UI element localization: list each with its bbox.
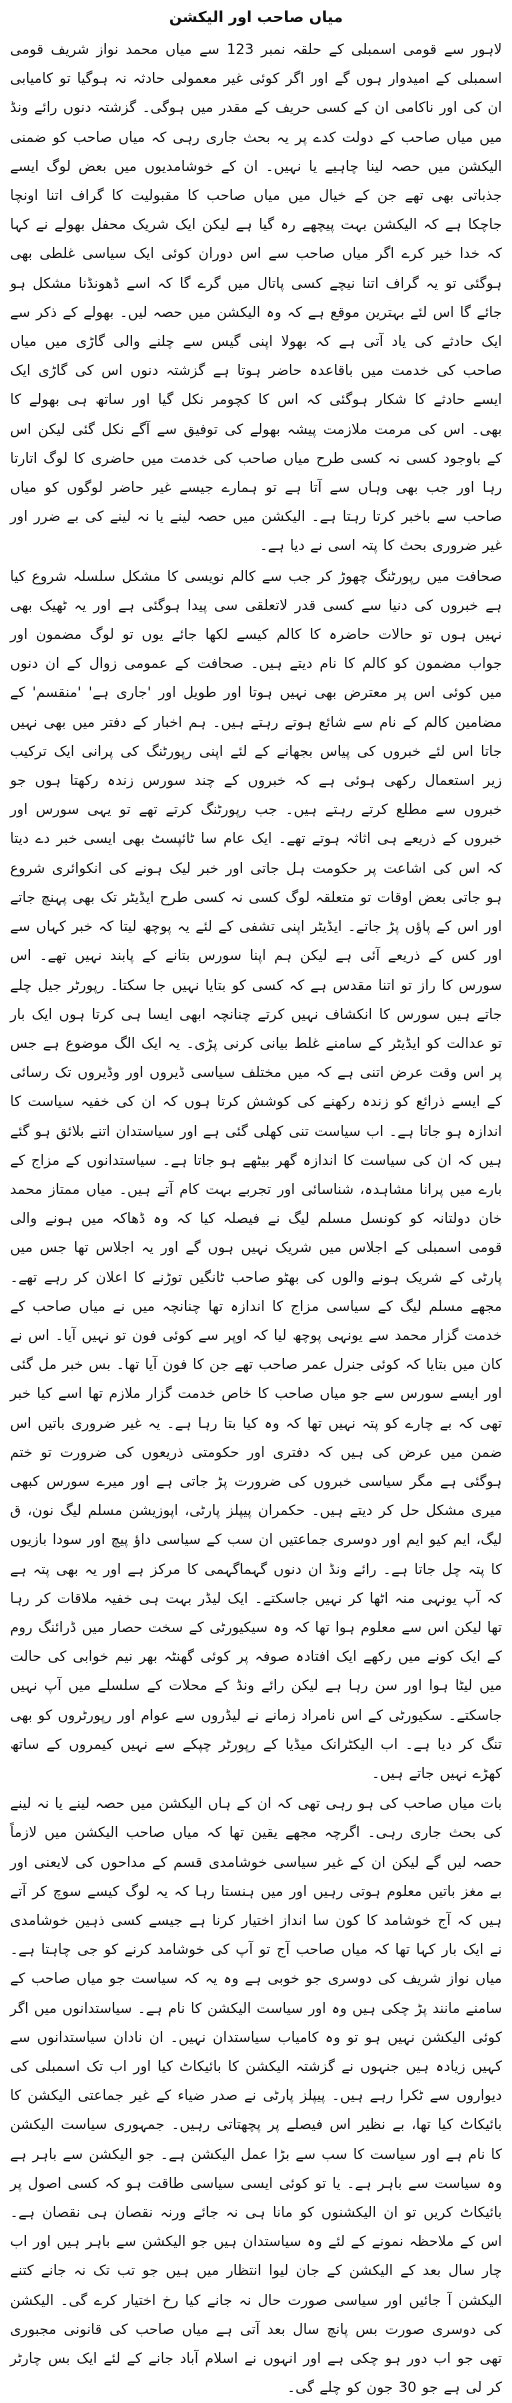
article-headline: میاں صاحب اور الیکشن — [169, 8, 343, 26]
article-paragraph-2: صحافت میں رپورٹنگ چھوڑ کر جب سے کالم نویسی کا مشکل سلسلہ شروع کیا ہے خبروں کی دنیا سے کسی قدر لاتعلقی سی پیدا ہوگئی ہے اور یہ ٹھیک بھی نہیں ہوں تو حالات حاضرہ کا کالم کیسے لکھا جائے یوں تو لوگ مضمون اور جواب مضمون کو کالم کا نام دیتے ہیں۔ صحافت کے عمومی زوال کے ان دنوں میں کوئی اس پر معترض بھی نہیں ہوتا اور طویل اور 'جاری ہے' 'منقسم' کے مضامین کالم کے نام سے شائع ہوتے رہتے ہیں۔ ہم اخبار کے دفتر میں بھی نہیں جاتا اس لئے خبروں کی پیاس بجھانے کے لئے اپنی رپورٹنگ کی پرانی ایک ترکیب زیر استعمال رکھی ہوئی ہے کہ خبروں کے چند سورس زندہ رکھتا ہوں جو خبروں سے مطلع کرتے رہتے ہیں۔ جب رپورٹنگ کرتے تھے تو یہی سورس اور خبروں کے ذریعے ہی اثاثہ ہوتے تھے۔ ایک عام سا ٹائپسٹ بھی ایسی خبر دے دیتا کہ اس کی اشاعت پر حکومت ہل جاتی اور خبر لیک ہونے کی انکوائری شروع ہو جاتی بعض اوقات تو متعلقہ لوگ کسی نہ کسی طرح ایڈیٹر تک بھی پہنچ جاتے اور اس کے پاؤں پڑ جاتے۔ ایڈیٹر اپنی تشفی کے لئے یہ پوچھ لیتا کہ خبر کہاں سے اور کس کے ذریعے آئی ہے لیکن ہم اپنا سورس بتانے کے پابند نہیں تھے۔ اس سورس کا راز تو اتنا مقدس ہے کہ کسی کو بتایا نہیں جا سکتا۔ رپورٹر جیل چلے جاتے ہیں سورس کا انکشاف نہیں کرتے چنانچہ ابھی ایسا ہی کرتا ہوں ایک بار تو عدالت کو ایڈیٹر کے سامنے غلط بیانی کرنی پڑی۔ یہ ایک الگ موضوع ہے جس پر اس وقت عرض اتنی ہے کہ میں مختلف سیاسی ڈیروں اور وڈیروں تک رسائی کے ایسے ذرائع کو زندہ رکھنے کی کوشش کرتا ہوں کہ ان کی خفیہ سیاست کا اندازہ ہو جاتا ہے۔ اب سیاست تنی کھلی گئی ہے اور سیاستدان اتنے بلائق ہو گئے ہیں کہ ان کی سیاست کا اندازہ گھر بیٹھے ہو جاتا ہے۔ سیاستدانوں کے مزاج کے بارے میں پرانا مشاہدہ، شناسائی اور تجربے بہت کام آتے ہیں۔ میاں ممتاز محمد خان دولتانہ کو کونسل مسلم لیگ نے فیصلہ کیا کہ وہ ڈھاکہ میں ہونے والی قومی اسمبلی کے اجلاس میں شریک نہیں ہوں گے اور یہ اجلاس تھا جس میں پارٹی کے شریک ہونے والوں کی بھٹو صاحب ٹانگیں توڑنے کا اعلان کر رہے تھے۔ مجھے مسلم لیگ کے سیاسی مزاج کا اندازہ تھا چنانچہ میں نے میاں صاحب کے خدمت گزار محمد سے یونہی پوچھ لیا کہ اوپر سے کوئی فون تو نہیں آیا۔ اس نے کان میں بتایا کہ کوئی جنرل عمر صاحب تھے جن کا فون آیا تھا۔ بس خبر مل گئی اور ایسے سورس سے جو میاں صاحب کا خاص خدمت گزار ملازم تھا اسے کیا خبر تھی کہ بے چارے کو پتہ نہیں تھا کہ وہ کیا بتا رہا ہے۔ یہ غیر ضروری باتیں اس ضمن میں عرض کی ہیں کہ دفتری اور حکومتی ذریعوں کی ضرورت تو ختم ہوگئی ہے مگر سیاسی خبروں کی ضرورت پڑ جاتی ہے اور میرے سورس کبھی میری مشکل حل کر دیتے ہیں۔ حکمران پیپلز پارٹی، اپوزیشن مسلم لیگ نون، ق لیگ، ایم کیو ایم اور دوسری جماعتیں ان سب کے سیاسی داؤ پیچ اور سودا بازیوں کا پتہ چل جاتا ہے۔ رائے ونڈ ان دنوں گہماگہمی کا مرکز ہے اور یہ بھی پتہ ہے کہ آپ یونہی منہ اٹھا کر نہیں جاسکتے۔ ایک لیڈر بہت ہی خفیہ ملاقات کر رہا تھا لیکن اس سے معلوم ہوا تھا کہ وہ سیکیورٹی کے سخت حصار میں ڈرائنگ روم کے ایک کونے میں رکھے ایک افتادہ صوفہ پر کوئی گھنٹہ بھر نیم خوابی کی حالت میں لیٹا ہوا اور سن رہا ہے لیکن رائے ونڈ کے محلات کے سلسلے میں آپ نہیں جاسکتے۔ سکیورٹی کے اس نامراد زمانے نے لیڈروں سے عوام اور رپورٹروں کو بھی تنگ کر دیا ہے۔ اب الیکٹرانک میڈیا کے رپورٹر چپکے سے نہیں کیمروں کے ساتھ کھڑے نہیں جاتے ہیں۔ — [10, 568, 502, 1782]
article-paragraph-1: لاہور سے قومی اسمبلی کے حلقہ نمبر 123 سے میاں محمد نواز شریف قومی اسمبلی کے امیدوار ہوں گے اور اگر کوئی غیر معمولی حادثہ نہ ہوگیا تو کامیابی ان کی اور ناکامی ان کے کسی حریف کے مقدر میں ہوگی۔ گزشتہ دنوں رائے ونڈ میں میاں صاحب کے دولت کدے پر یہ بحث جاری رہی کہ میاں صاحب کو ضمنی الیکشن میں حصہ لینا چاہیے یا نہیں۔ ان کے خوشامدیوں میں بعض لوگ ایسے جذباتی بھی تھے جن کے خیال میں میاں صاحب کا مقبولیت کا گراف اتنا اونچا جاچکا ہے کہ الیکشن بہت پیچھے رہ گیا ہے لیکن ایک شریک محفل بھولے نے کہا کہ خدا خیر کرے اگر میاں صاحب سے اس دوران کوئی ایک سیاسی غلطی بھی ہوگئی تو یہ گراف اتنا نیچے کسی پاتال میں گرے گا کہ اسے ڈھونڈنا مشکل ہو جائے گا اس لئے بہترین موقع ہے کہ وہ الیکشن میں حصہ لیں۔ بھولے کے ذکر سے ایک حادثے کی یاد آتی ہے کہ بھولا اپنی گیس سے چلنے والی گاڑی میں میاں صاحب کی خدمت میں باقاعدہ حاضر ہوتا ہے گزشتہ دنوں اس کی گاڑی ایک ایسے حادثے کا شکار ہوگئی کہ اس کا کچومر نکل گیا اور ساتھ ہی بھولے کا بھی۔ اس کی مرمت ملازمت پیشہ بھولے کی توفیق سے آگے نکل گئی لیکن اس کے باوجود کسی نہ کسی طرح میاں صاحب کی خدمت میں حاضری کا لوگ اتارتا رہا اور جب بھی وہاں سے آتا ہے تو ہمارے جیسے غیر حاضر لوگوں کو میاں صاحب سے باخبر کرتا رہتا ہے۔ الیکشن میں حصہ لینے یا نہ لینے کی بے ضرر اور غیر ضروری بحث کا پتہ اسی نے دیا ہے۔ — [10, 42, 502, 555]
article-column — [10, 4, 502, 2397]
article-paragraph-3: بات میاں صاحب کی ہو رہی تھی کہ ان کے ہاں الیکشن میں حصہ لینے یا نہ لینے کی بحث جاری رہی۔ اگرچہ مجھے یقین تھا کہ میاں صاحب الیکشن میں لازماً حصہ لیں گے لیکن ان کے غیر سیاسی خوشامدی قسم کے مداحوں کی لایعنی اور بے مغز باتیں معلوم ہوتی رہیں اور میں ہنستا رہا کہ یہ لوگ کیسے سوچ کر آتے ہیں کہ آج خوشامد کا کون سا انداز اختیار کرنا ہے جیسے کسی ذہین خوشامدی نے ایک بار کہا تھا کہ میاں صاحب آج تو آپ کی خوشامد کرنے کو جی چاہتا ہے۔ میاں نواز شریف کی دوسری جو خوبی ہے وہ یہ کہ سیاست جو میاں صاحب کے سامنے مانند پڑ چکی ہیں وہ اور سیاست الیکشن کا نام ہے۔ سیاستدانوں میں اگر کوئی الیکشن نہیں ہو تو وہ کامیاب سیاستدان نہیں۔ ان نادان سیاستدانوں سے کہیں زیادہ ہیں جنہوں نے گزشتہ الیکشن کا بائیکاٹ کیا اور اب تک اسمبلی کی دیواروں سے ٹکرا رہے ہیں۔ پیپلز پارٹی نے صدر ضیاء کے غیر جماعتی الیکشن کا بائیکاٹ کیا تھا، بے نظیر اس فیصلے پر پچھتاتی رہیں۔ جمہوری سیاست الیکشن کا نام ہے اور سیاست کا سب سے بڑا عمل الیکشن ہے۔ جو الیکشن سے باہر ہے وہ سیاست سے باہر ہے۔ یا تو کوئی ایسی سیاسی طاقت ہو کہ کسی اصول پر بائیکاٹ کریں تو ان الیکشنوں کو مانا ہی نہ جائے ورنہ نقصان ہی نقصان ہے۔ اس کے ملاحظہ نمونے کے لئے وہ سیاستدان ہیں جو الیکشن سے باہر ہیں اور اب چار سال بعد کے الیکشن کے جان لیوا انتظار میں ہیں جو تب تک نہ جانے کتنے الیکشن آ جائیں اور سیاسی صورت حال نہ جانے کیا رخ اختیار کرے گی۔ الیکشن کی دوسری صورت بس پانچ سال بعد آتی ہے میاں صاحب کی قانونی مجبوری تھی جو اب دور ہو چکی ہے اور انہوں نے اسلام آباد جانے کے لئے ایک بس چارٹر کر لی ہے جو 30 جون کو چلے گی۔ — [10, 1796, 502, 2397]
